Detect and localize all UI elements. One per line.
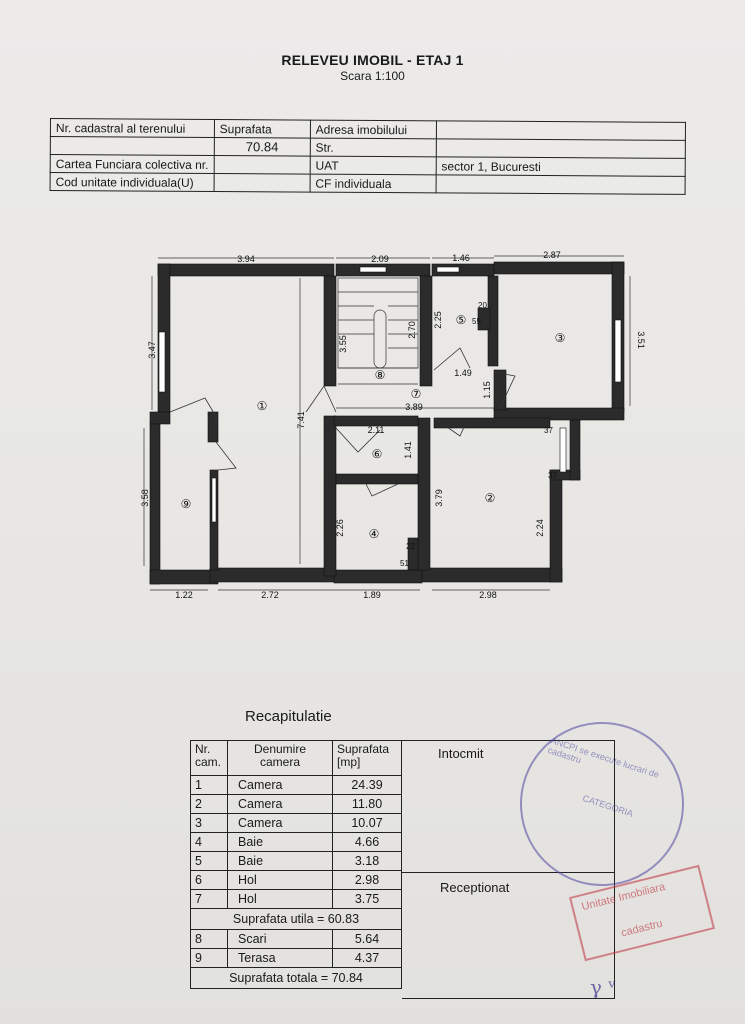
row-nr: 1 (191, 776, 228, 795)
row-area: 11.80 (333, 795, 402, 814)
table-row (191, 890, 402, 909)
wall (324, 416, 336, 576)
room-number: ⑤ (455, 313, 467, 327)
wall (158, 264, 334, 276)
dim-label: 2.72 (261, 590, 279, 600)
row-area: 3.18 (333, 852, 402, 871)
received-by-label: Receptionat (440, 880, 510, 895)
row-name: Terasa (228, 949, 333, 968)
room-number: ① (256, 399, 268, 413)
wall (336, 474, 418, 484)
row-area: 2.98 (333, 871, 402, 890)
wall (150, 412, 170, 424)
door-swing (306, 386, 336, 412)
stair-well (374, 310, 386, 368)
row-nr: 3 (191, 814, 228, 833)
stamp-text: ANCPI se execute lucrari de cadastru (546, 735, 661, 780)
door-swing (216, 442, 236, 470)
recap-header-area: Suprafata [mp] (333, 741, 402, 776)
row-name: Hol (228, 890, 333, 909)
dim-label: 1.22 (175, 590, 193, 600)
row-area: 4.37 (333, 949, 402, 968)
dim-label: 2.87 (543, 250, 561, 260)
dim-label: 1.89 (363, 590, 381, 600)
dim-label: 2.70 (407, 321, 417, 339)
row-name: Baie (228, 833, 333, 852)
window (159, 332, 165, 392)
document-title: RELEVEU IMOBIL - ETAJ 1 (281, 52, 464, 68)
row-area: 10.07 (333, 814, 402, 833)
stamp-text: CATEGORIA (581, 793, 635, 819)
useful-area-total: Suprafata utila = 60.83 (191, 909, 402, 930)
recap-header-nr: Nr. cam. (191, 741, 228, 776)
stamp-text: cadastru (619, 917, 664, 940)
wall (210, 568, 334, 582)
dim-label: 1.46 (452, 253, 470, 263)
info-cell: Str. (310, 138, 436, 157)
wall (434, 418, 550, 428)
window (212, 478, 216, 522)
wall (570, 420, 580, 480)
dim-label: 3.47 (147, 341, 157, 359)
stair-outline (338, 278, 418, 368)
info-cell: sector 1, Bucuresti (436, 157, 685, 177)
window (360, 267, 386, 272)
door-swing (434, 348, 470, 370)
recap-table (190, 740, 402, 989)
row-nr: 5 (191, 852, 228, 871)
row-name: Camera (228, 776, 333, 795)
info-area-value: 70.84 (214, 138, 310, 157)
dim-label: 2.26 (335, 519, 345, 537)
dim-label: 37 (544, 426, 553, 435)
info-cell: UAT (310, 156, 436, 175)
table-row (191, 871, 402, 890)
dim-label: 2.24 (535, 519, 545, 537)
window (615, 320, 621, 382)
table-row (191, 795, 402, 814)
wall (150, 570, 218, 584)
room-number: ⑨ (180, 497, 192, 511)
row-nr: 7 (191, 890, 228, 909)
room-number: ③ (554, 331, 566, 345)
dim-label: 2.09 (371, 254, 389, 264)
row-name: Hol (228, 871, 333, 890)
prepared-by-label: Intocmit (438, 746, 484, 761)
dim-label: 22 (406, 542, 415, 551)
row-name: Baie (228, 852, 333, 871)
room-number: ② (484, 491, 496, 505)
dim-label: 2.11 (367, 425, 385, 435)
wall (422, 568, 562, 582)
table-row (191, 776, 402, 795)
handwritten-signature: γ ᵛ (590, 975, 616, 999)
dim-label: 3.58 (140, 489, 150, 507)
room-number: ⑦ (410, 387, 422, 401)
row-nr: 8 (191, 930, 228, 949)
row-nr: 4 (191, 833, 228, 852)
info-cell: CF individuala (310, 174, 436, 193)
row-name: Scari (228, 930, 333, 949)
wall (334, 570, 422, 583)
dim-label: 51 (400, 559, 409, 568)
room-number: ④ (368, 527, 380, 541)
wall (494, 262, 624, 274)
window (560, 428, 566, 472)
row-name: Camera (228, 795, 333, 814)
row-name: Camera (228, 814, 333, 833)
window (437, 267, 459, 272)
table-row (191, 833, 402, 852)
stamp-text: Unitate Imobiliara (580, 880, 667, 914)
stairs (338, 278, 418, 368)
dim-label: 2.25 (433, 311, 443, 329)
dim-label: 1.41 (403, 441, 413, 459)
room-number: ⑧ (374, 368, 386, 382)
door-swing (366, 484, 398, 496)
table-row (191, 930, 402, 949)
dim-label: 3.51 (636, 331, 646, 349)
dim-label: 55 (472, 317, 481, 326)
recap-title: Recapitulatie (245, 708, 332, 725)
dim-label: 37 (548, 471, 557, 480)
row-nr: 2 (191, 795, 228, 814)
recap-header-name: Denumire camera (228, 741, 333, 776)
dim-label: 3.79 (434, 489, 444, 507)
dim-label: 2.98 (479, 590, 497, 600)
grand-total: Suprafata totala = 70.84 (191, 968, 402, 989)
room-number: ⑥ (371, 447, 383, 461)
row-area: 24.39 (333, 776, 402, 795)
wall (420, 276, 432, 386)
row-area: 5.64 (333, 930, 402, 949)
table-row (191, 852, 402, 871)
scale-label: Scara 1:100 (340, 69, 405, 83)
dim-label: 3.94 (237, 254, 255, 264)
row-nr: 9 (191, 949, 228, 968)
info-cell: Suprafata (214, 120, 310, 139)
wall (494, 370, 506, 410)
info-cell: Nr. cadastral al terenului (50, 119, 214, 138)
info-cell: Cartea Funciara colectiva nr. (50, 155, 214, 174)
dim-label: 3.89 (405, 402, 423, 412)
dim-label: 3.55 (338, 335, 348, 353)
wall (208, 412, 218, 442)
wall (324, 276, 336, 386)
info-cell: Adresa imobilului (310, 120, 436, 139)
row-area: 4.66 (333, 833, 402, 852)
row-nr: 6 (191, 871, 228, 890)
row-area: 3.75 (333, 890, 402, 909)
wall (550, 470, 562, 582)
dim-label: 1.15 (482, 381, 492, 399)
dim-label: 20 (478, 301, 487, 310)
dim-label: 7.41 (296, 411, 306, 429)
table-row (191, 814, 402, 833)
info-cell: Cod unitate individuala(U) (50, 173, 214, 192)
wall (150, 424, 160, 584)
wall (418, 418, 430, 570)
dim-label: 1.49 (454, 368, 472, 378)
table-row (191, 949, 402, 968)
